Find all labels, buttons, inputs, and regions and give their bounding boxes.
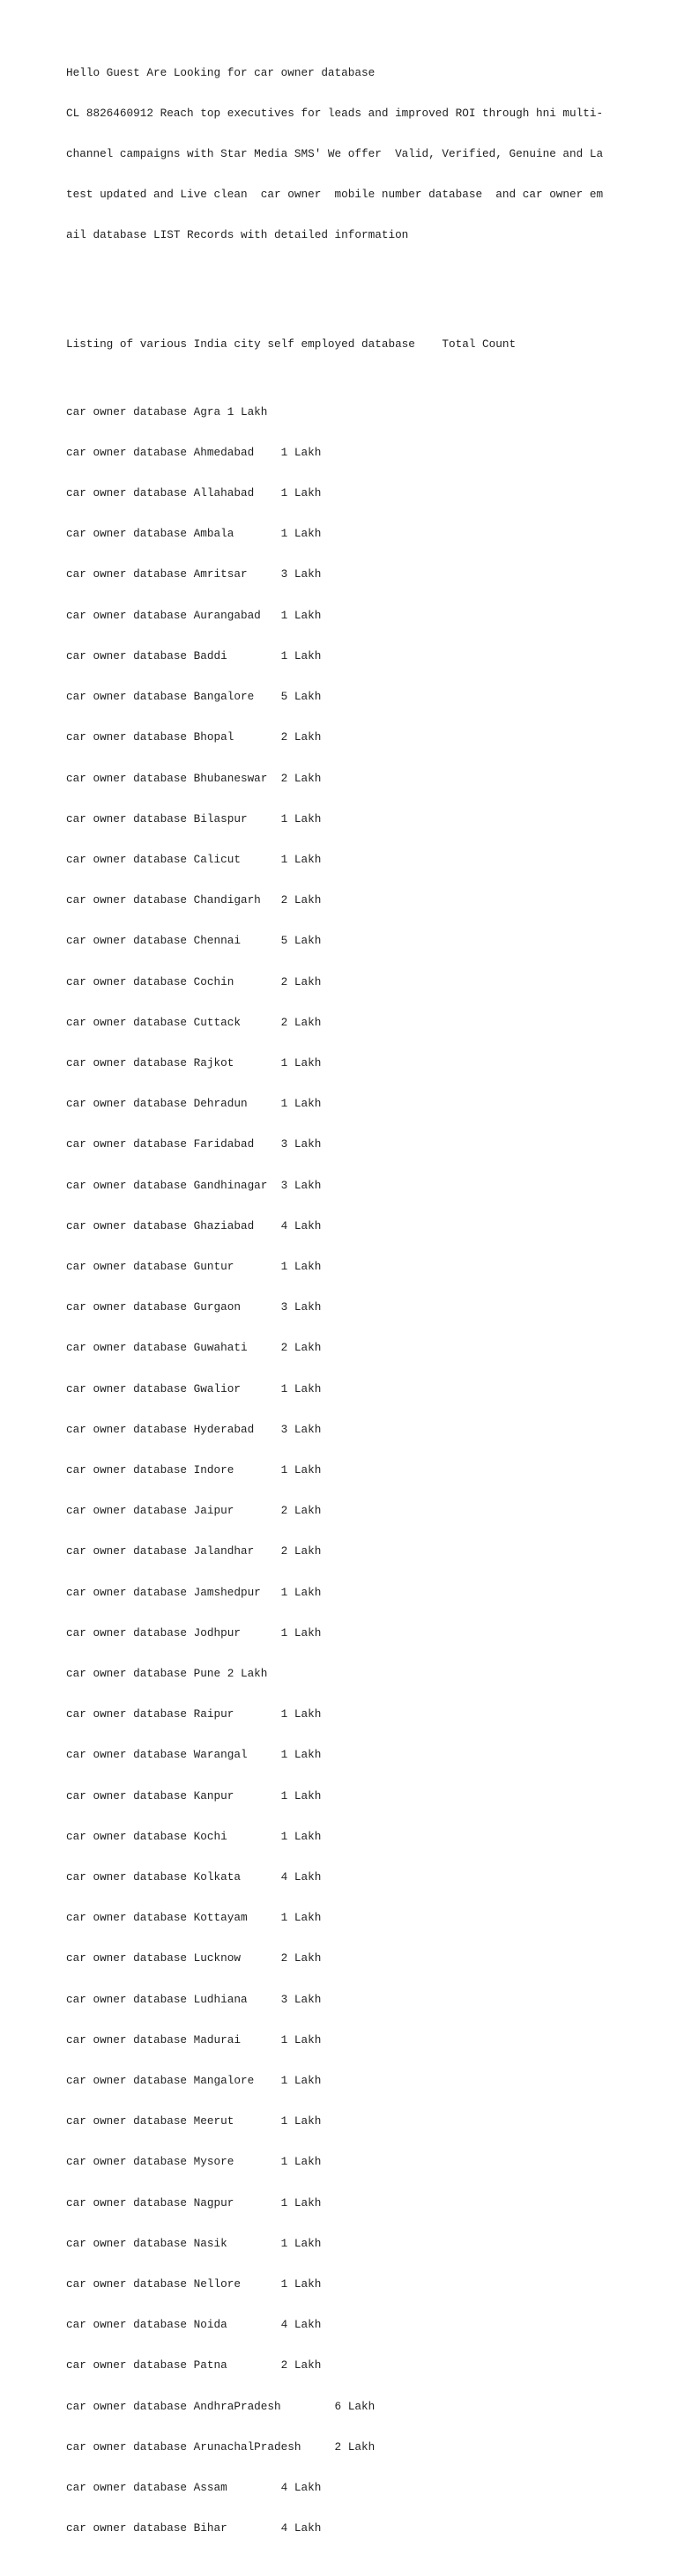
list-item: car owner database AndhraPradesh 6 Lakh bbox=[66, 2399, 376, 2413]
list-item: car owner database Warangal 1 Lakh bbox=[66, 1748, 322, 1762]
list-item: car owner database Indore 1 Lakh bbox=[66, 1462, 322, 1477]
list-item: car owner database Guntur 1 Lakh bbox=[66, 1259, 322, 1273]
intro-block bbox=[66, 39, 666, 270]
list-item: car owner database Dehradun 1 Lakh bbox=[66, 1097, 322, 1111]
list-item: car owner database Kolkata 4 Lakh bbox=[66, 1869, 322, 1884]
list-item: car owner database Lucknow 2 Lakh bbox=[66, 1951, 322, 1965]
list-item: car owner database Nellore 1 Lakh bbox=[66, 2277, 322, 2291]
list-item: car owner database Baddi 1 Lakh bbox=[66, 648, 322, 663]
list-item: car owner database Nagpur 1 Lakh bbox=[66, 2195, 322, 2210]
list-item: car owner database Jodhpur 1 Lakh bbox=[66, 1625, 322, 1640]
list-item: car owner database Guwahati 2 Lakh bbox=[66, 1341, 322, 1355]
list-item: car owner database Meerut 1 Lakh bbox=[66, 2114, 322, 2128]
list-item: car owner database Gandhinagar 3 Lakh bbox=[66, 1178, 322, 1192]
list-item: car owner database Kottayam 1 Lakh bbox=[66, 1911, 322, 1925]
list-item: car owner database Faridabad 3 Lakh bbox=[66, 1137, 322, 1151]
list-item: car owner database Mysore 1 Lakh bbox=[66, 2155, 322, 2169]
list-item: car owner database Pune 2 Lakh bbox=[66, 1666, 268, 1680]
list-item: car owner database Rajkot 1 Lakh bbox=[66, 1055, 322, 1070]
intro-line-5: ail database LIST Records with detailed information bbox=[66, 228, 409, 242]
list-item: car owner database Cochin 2 Lakh bbox=[66, 974, 322, 988]
list-item: car owner database Ghaziabad 4 Lakh bbox=[66, 1218, 322, 1232]
list-item: car owner database Ambala 1 Lakh bbox=[66, 527, 322, 541]
intro-line-3: channel campaigns with Star Media SMS' We offer Valid, Verified, Genuine and La bbox=[66, 147, 604, 161]
list-item: car owner database Jaipur 2 Lakh bbox=[66, 1504, 322, 1518]
intro-line-1: Hello Guest Are Looking for car owner database bbox=[66, 65, 376, 79]
list-item: car owner database Aurangabad 1 Lakh bbox=[66, 608, 322, 622]
list-item: car owner database Hyderabad 3 Lakh bbox=[66, 1422, 322, 1436]
list-item: car owner database Madurai 1 Lakh bbox=[66, 2032, 322, 2047]
list-item: car owner database Jamshedpur 1 Lakh bbox=[66, 1585, 322, 1599]
list-item: car owner database Bihar 4 Lakh bbox=[66, 2521, 322, 2535]
list-item: car owner database Cuttack 2 Lakh bbox=[66, 1015, 322, 1029]
list-item: car owner database Chennai 5 Lakh bbox=[66, 934, 322, 948]
list-item: car owner database Bhopal 2 Lakh bbox=[66, 730, 322, 744]
list-item: car owner database Assam 4 Lakh bbox=[66, 2481, 322, 2495]
document-body bbox=[66, 11, 666, 2576]
intro-line-4: test updated and Live clean car owner mobile number database and car owner em bbox=[66, 188, 604, 202]
list-item: car owner database Gwalior 1 Lakh bbox=[66, 1381, 322, 1395]
list-item: car owner database Kanpur 1 Lakh bbox=[66, 1788, 322, 1802]
list-item: car owner database Noida 4 Lakh bbox=[66, 2318, 322, 2332]
list-item: car owner database Mangalore 1 Lakh bbox=[66, 2074, 322, 2087]
list-item: car owner database Calicut 1 Lakh bbox=[66, 852, 322, 866]
list-item: car owner database Agra 1 Lakh bbox=[66, 404, 268, 418]
list-item: car owner database Ahmedabad 1 Lakh bbox=[66, 445, 322, 459]
list-item: car owner database Amritsar 3 Lakh bbox=[66, 567, 322, 581]
list-item: car owner database Bangalore 5 Lakh bbox=[66, 690, 322, 704]
list-item: car owner database Bilaspur 1 Lakh bbox=[66, 811, 322, 825]
list-item: car owner database Ludhiana 3 Lakh bbox=[66, 1992, 322, 2006]
list-item: car owner database Nasik 1 Lakh bbox=[66, 2236, 322, 2250]
list-item: car owner database Bhubaneswar 2 Lakh bbox=[66, 771, 322, 785]
list-item: car owner database Gurgaon 3 Lakh bbox=[66, 1300, 322, 1314]
city-listing bbox=[66, 378, 666, 2563]
list-item: car owner database Raipur 1 Lakh bbox=[66, 1707, 322, 1721]
intro-line-2: CL 8826460912 Reach top executives for leads and improved ROI through hni multi- bbox=[66, 106, 604, 120]
list-item: car owner database Kochi 1 Lakh bbox=[66, 1829, 322, 1843]
spacer bbox=[66, 296, 666, 309]
listing-header: Listing of various India city self employed database Total Count bbox=[66, 337, 517, 351]
list-item: car owner database ArunachalPradesh 2 Lakh bbox=[66, 2439, 376, 2454]
list-item: car owner database Allahabad 1 Lakh bbox=[66, 486, 322, 500]
list-item: car owner database Jalandhar 2 Lakh bbox=[66, 1544, 322, 1558]
list-item: car owner database Chandigarh 2 Lakh bbox=[66, 893, 322, 907]
list-item: car owner database Patna 2 Lakh bbox=[66, 2358, 322, 2372]
